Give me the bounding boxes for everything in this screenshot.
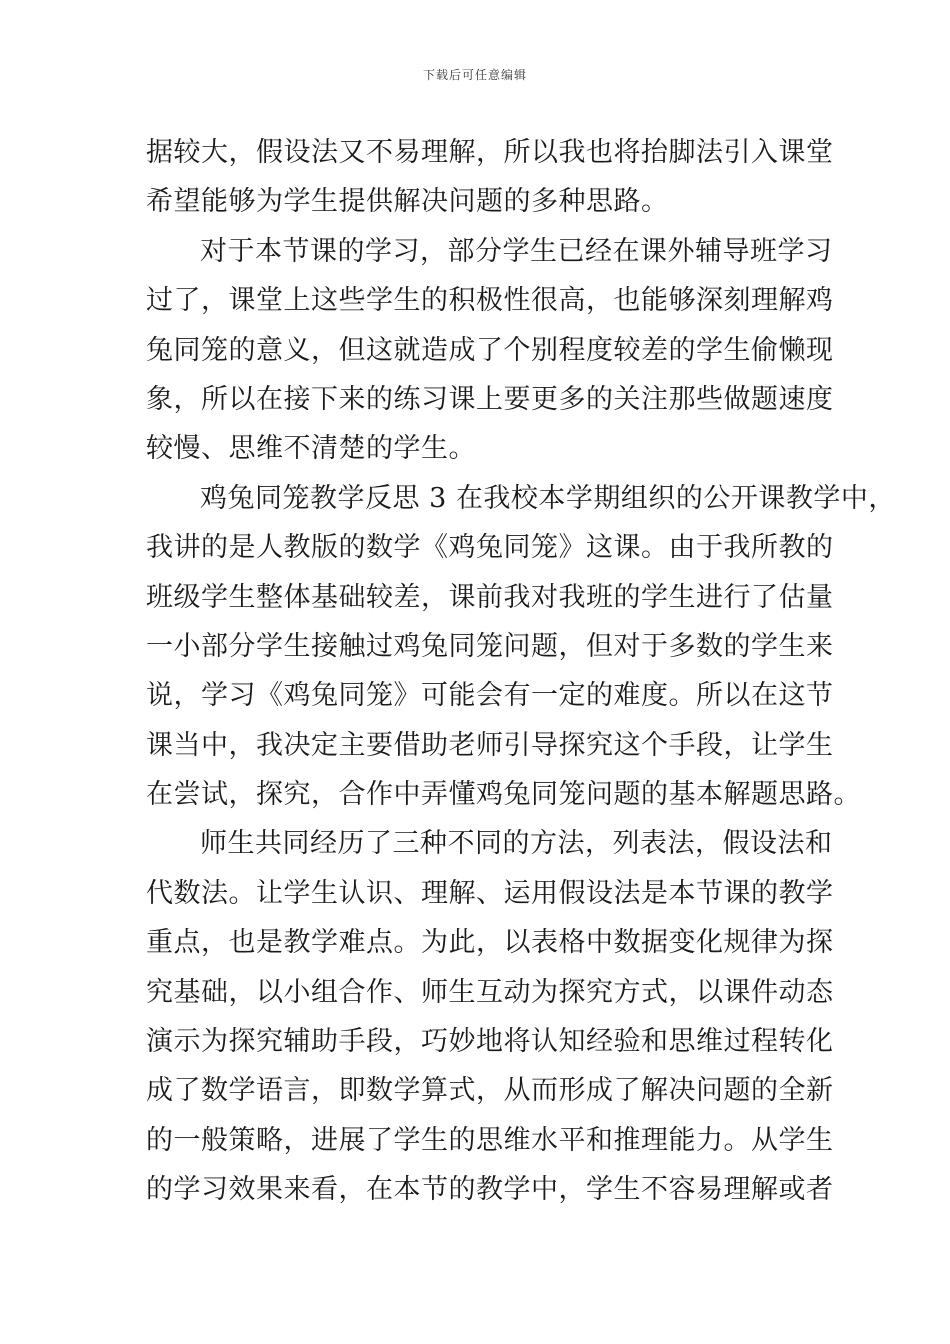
document-body <box>146 128 896 1215</box>
text-line: 兔同笼的意义，但这就造成了个别程度较差的学生偷懒现 <box>146 334 834 366</box>
text-line: 较慢、思维不清楚的学生。 <box>146 433 476 465</box>
text-line: 在尝试，探究，合作中弄懂鸡兔同笼问题的基本解题思路。 <box>146 779 861 811</box>
text-line: 据较大，假设法又不易理解，所以我也将抬脚法引入课堂 <box>146 137 834 168</box>
text-line: 代数法。让学生认识、理解、运用假设法是本节课的教学 <box>146 877 834 909</box>
text-line: 师生共同经历了三种不同的方法，列表法，假设法和 <box>200 828 833 860</box>
text-line: 象，所以在接下来的练习课上要更多的关注那些做题速度 <box>146 383 834 415</box>
text-line: 对于本节课的学习，部分学生已经在课外辅导班学习 <box>200 235 833 267</box>
text-line: 鸡兔同笼教学反思 3 在我校本学期组织的公开课教学中， <box>200 482 896 514</box>
header-note: 下载后可任意编辑 <box>422 68 527 82</box>
text-line: 的学习效果来看，在本节的教学中，学生不容易理解或者 <box>146 1174 834 1206</box>
text-line: 成了数学语言，即数学算式，从而形成了解决问题的全新 <box>146 1075 834 1107</box>
text-line: 过了，课堂上这些学生的积极性很高，也能够深刻理解鸡 <box>146 285 834 317</box>
text-line: 重点，也是教学难点。为此，以表格中数据变化规律为探 <box>146 927 834 959</box>
text-line: 说，学习《鸡兔同笼》可能会有一定的难度。所以在这节 <box>146 680 834 712</box>
text-line: 课当中，我决定主要借助老师引导探究这个手段，让学生 <box>146 729 834 761</box>
text-line: 演示为探究辅助手段，巧妙地将认知经验和思维过程转化 <box>146 1026 834 1058</box>
text-line: 一小部分学生接触过鸡兔同笼问题，但对于多数的学生来 <box>146 630 834 662</box>
text-line: 究基础，以小组合作、师生互动为探究方式，以课件动态 <box>146 976 834 1008</box>
text-line: 班级学生整体基础较差，课前我对我班的学生进行了估量 <box>146 581 834 613</box>
text-line: 的一般策略，进展了学生的思维水平和推理能力。从学生 <box>146 1124 834 1156</box>
text-line: 我讲的是人教版的数学《鸡兔同笼》这课。由于我所教的 <box>146 532 834 564</box>
text-line: 希望能够为学生提供解决问题的多种思路。 <box>146 186 669 218</box>
